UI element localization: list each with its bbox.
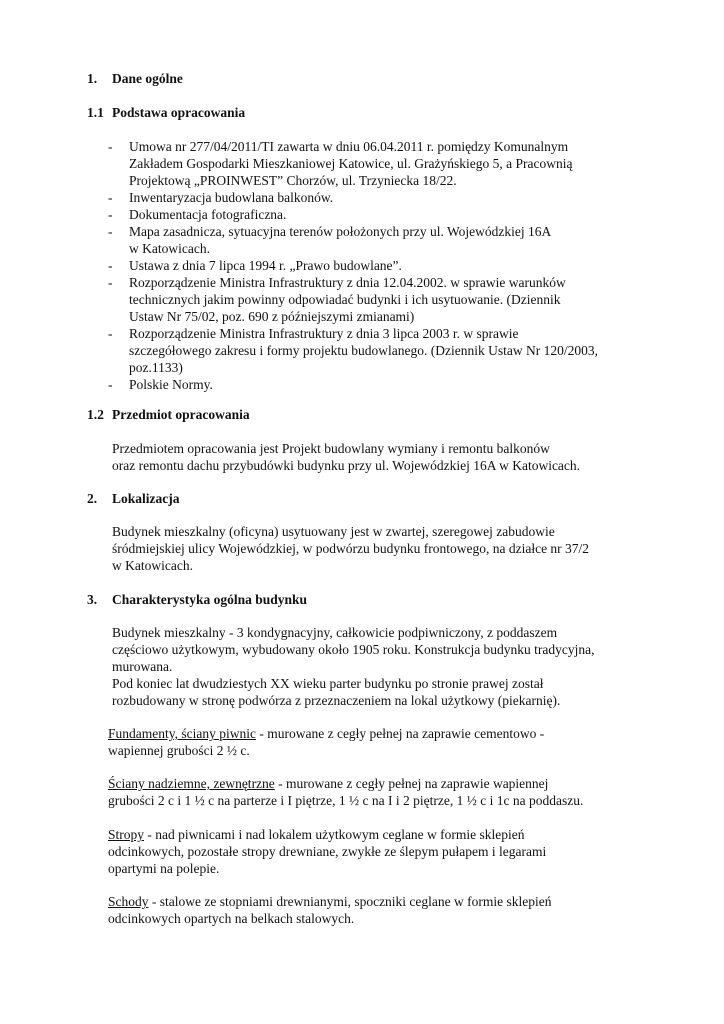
heading-number: 1.2 [87,407,104,422]
heading-charakterystyka [87,591,307,608]
heading-przedmiot-opracowania [87,406,250,423]
list-item: - Umowa nr 277/04/2011/TI zawarta w dniu 06.04.2011 r. pomiędzy Komunalnym Zakładem Gospodarki Mieszkaniowej Katowice, ul. Grażyńskiego 5, a Pracownią Projektową „PROINWEST” Chorzów, ul. Trzyniecka 18/22. [108,139,573,188]
paragraph-schody: Schody - stalowe ze stopniami drewnianymi, spoczniki ceglane w formie sklepień odcinkowych opartych na belkach stalowych. [108,894,552,926]
label-sciany: Ściany nadziemne, zewnętrzne [108,776,275,791]
heading-title: Podstawa opracowania [112,105,246,120]
list-item: - Rozporządzenie Ministra Infrastruktury z dnia 3 lipca 2003 r. w sprawie szczegółowego zakresu i formy projektu budowlanego. (Dziennik Ustaw Nr 120/2003, poz.1133) [108,326,598,375]
paragraph-charakterystyka: Budynek mieszkalny - 3 kondygnacyjny, całkowicie podpiwniczony, z poddaszem częściowo użytkowym, wybudowany około 1905 roku. Konstrukcja budynku tradycyjna, murowana. Pod koniec lat dwudziestych XX wieku parter budynku po stronie prawej został rozbudowany w stronę podwórza z przeznaczeniem na lokal użytkowy (piekarnię). [112,625,595,708]
paragraph-sciany: Ściany nadziemne, zewnętrzne - murowane z cegły pełnej na zaprawie wapiennej grubości 2 c i 1 ½ c na parterze i I piętrze, 1 ½ c na I i 2 piętrze, 1 ½ c i 1c na poddaszu. [108,776,584,808]
list-item: - Mapa zasadnicza, sytuacyjna terenów położonych przy ul. Wojewódzkiej 16A w Katowicach. [108,224,552,256]
paragraph-lokalizacja: Budynek mieszkalny (oficyna) usytuowany jest w zwartej, szeregowej zabudowie śródmiejskiej ulicy Wojewódzkiej, w podwórzu budynku frontowego, na działce nr 37/2 w Katowicach. [112,524,590,573]
list-item: - Polskie Normy. [108,377,213,392]
heading-title: Przedmiot opracowania [112,407,250,422]
heading-number: 1.1 [87,105,104,120]
list-item: - Rozporządzenie Ministra Infrastruktury z dnia 12.04.2002. w sprawie warunków technicznych jakim powinny odpowiadać budynki i ich usytuowanie. (Dziennik Ustaw Nr 75/02, poz. 690 z późniejszymi zmianami) [108,275,566,324]
list-item: - Dokumentacja fotograficzna. [108,207,287,222]
list-item: - Ustawa z dnia 7 lipca 1994 r. „Prawo budowlane”. [108,258,402,273]
list-item: - Inwentaryzacja budowlana balkonów. [108,190,334,205]
paragraph-stropy: Stropy - nad piwnicami i nad lokalem użytkowym ceglane w formie sklepień odcinkowych, pozostałe stropy drewniane, zwykłe ze ślepym pułapem i legarami opartymi na polepie. [108,827,547,876]
heading-lokalizacja [87,490,180,507]
heading-title: Charakterystyka ogólna budynku [112,592,308,607]
heading-dane-ogolne [87,70,183,87]
label-fundamenty: Fundamenty, ściany piwnic [108,726,256,741]
label-stropy: Stropy [108,827,145,842]
label-schody: Schody [108,894,149,909]
heading-podstawa-opracowania [87,104,245,121]
heading-title: Dane ogólne [112,71,183,86]
heading-number: 3. [87,592,98,607]
heading-number: 2. [87,491,98,506]
paragraph-fundamenty: Fundamenty, ściany piwnic - murowane z cegły pełnej na zaprawie cementowo - wapiennej grubości 2 ½ c. [108,726,545,758]
basis-list [108,138,668,393]
heading-title: Lokalizacja [112,491,180,506]
paragraph-przedmiot: Przedmiotem opracowania jest Projekt budowlany wymiany i remontu balkonów oraz remontu dachu przybudówki budynku przy ul. Wojewódzkiej 16A w Katowicach. [112,441,581,473]
heading-number: 1. [87,71,98,86]
